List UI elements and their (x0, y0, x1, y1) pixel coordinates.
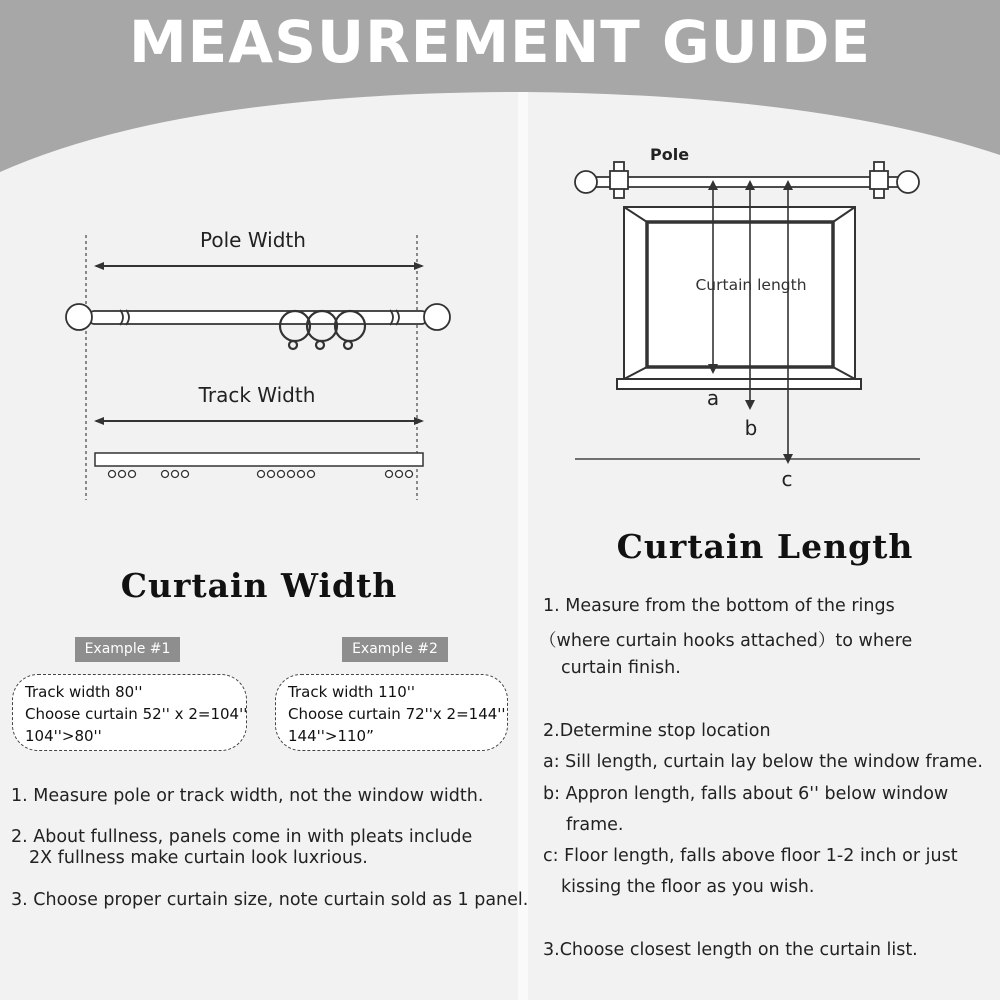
curtain-track (95, 453, 423, 466)
window-frame (617, 207, 861, 389)
example-2-line: Track width 110'' (288, 683, 416, 701)
pole-width-arrow (94, 262, 424, 270)
window-pole (575, 162, 919, 198)
length-note-b: b: Appron length, falls about 6'' below window (543, 784, 949, 804)
length-note-3: 3.Choose closest length on the curtain list. (543, 940, 918, 960)
width-note-2: 2. About fullness, panels come in with pleats include (11, 827, 473, 847)
width-note-2-cont: 2X fullness make curtain look luxrious. (29, 848, 368, 868)
length-note-2: 2.Determine stop location (543, 721, 771, 741)
length-note-1-end: curtain finish. (561, 658, 681, 678)
length-note-b-cont: frame. (566, 815, 624, 835)
example-1-line: Track width 80'' (25, 683, 143, 701)
length-note-c-cont: kissing the floor as you wish. (561, 877, 815, 897)
pole-rod (66, 304, 450, 330)
pole-label: Pole (650, 145, 690, 164)
width-note-3: 3. Choose proper curtain size, note curtain sold as 1 panel. (11, 890, 529, 910)
curtain-length-label: Curtain length (695, 276, 807, 294)
example-1-line: 104''>80'' (25, 727, 102, 745)
track-width-arrow (94, 417, 424, 425)
curtain-length-heading: Curtain Length (616, 527, 914, 566)
example-1-box (12, 674, 247, 751)
page-title: MEASUREMENT GUIDE (128, 8, 872, 76)
example-1-tag: Example #1 (75, 637, 180, 662)
width-note-1: 1. Measure pole or track width, not the window width. (11, 786, 484, 806)
example-2-box (275, 674, 508, 751)
track-hooks (109, 471, 413, 478)
pole-width-label: Pole Width (200, 228, 306, 252)
length-note-c: c: Floor length, falls above floor 1-2 inch or just (543, 846, 958, 866)
curtain-width-heading: Curtain Width (120, 566, 398, 605)
width-diagram (0, 0, 520, 520)
length-diagram (530, 130, 1000, 500)
length-note-1: 1. Measure from the bottom of the rings (543, 596, 895, 616)
length-note-a: a: Sill length, curtain lay below the window frame. (543, 752, 983, 772)
marker-c: c (781, 467, 793, 491)
example-2-line: Choose curtain 72''x 2=144'' (288, 705, 506, 723)
marker-a: a (706, 386, 720, 410)
length-note-1-cont: （where curtain hooks attached）to where (539, 631, 913, 651)
example-2-tag: Example #2 (342, 637, 448, 662)
marker-b: b (744, 416, 758, 440)
track-width-label: Track Width (198, 383, 316, 407)
example-2-line: 144''>110” (288, 727, 374, 745)
example-1-line: Choose curtain 52'' x 2=104'' (25, 705, 248, 723)
